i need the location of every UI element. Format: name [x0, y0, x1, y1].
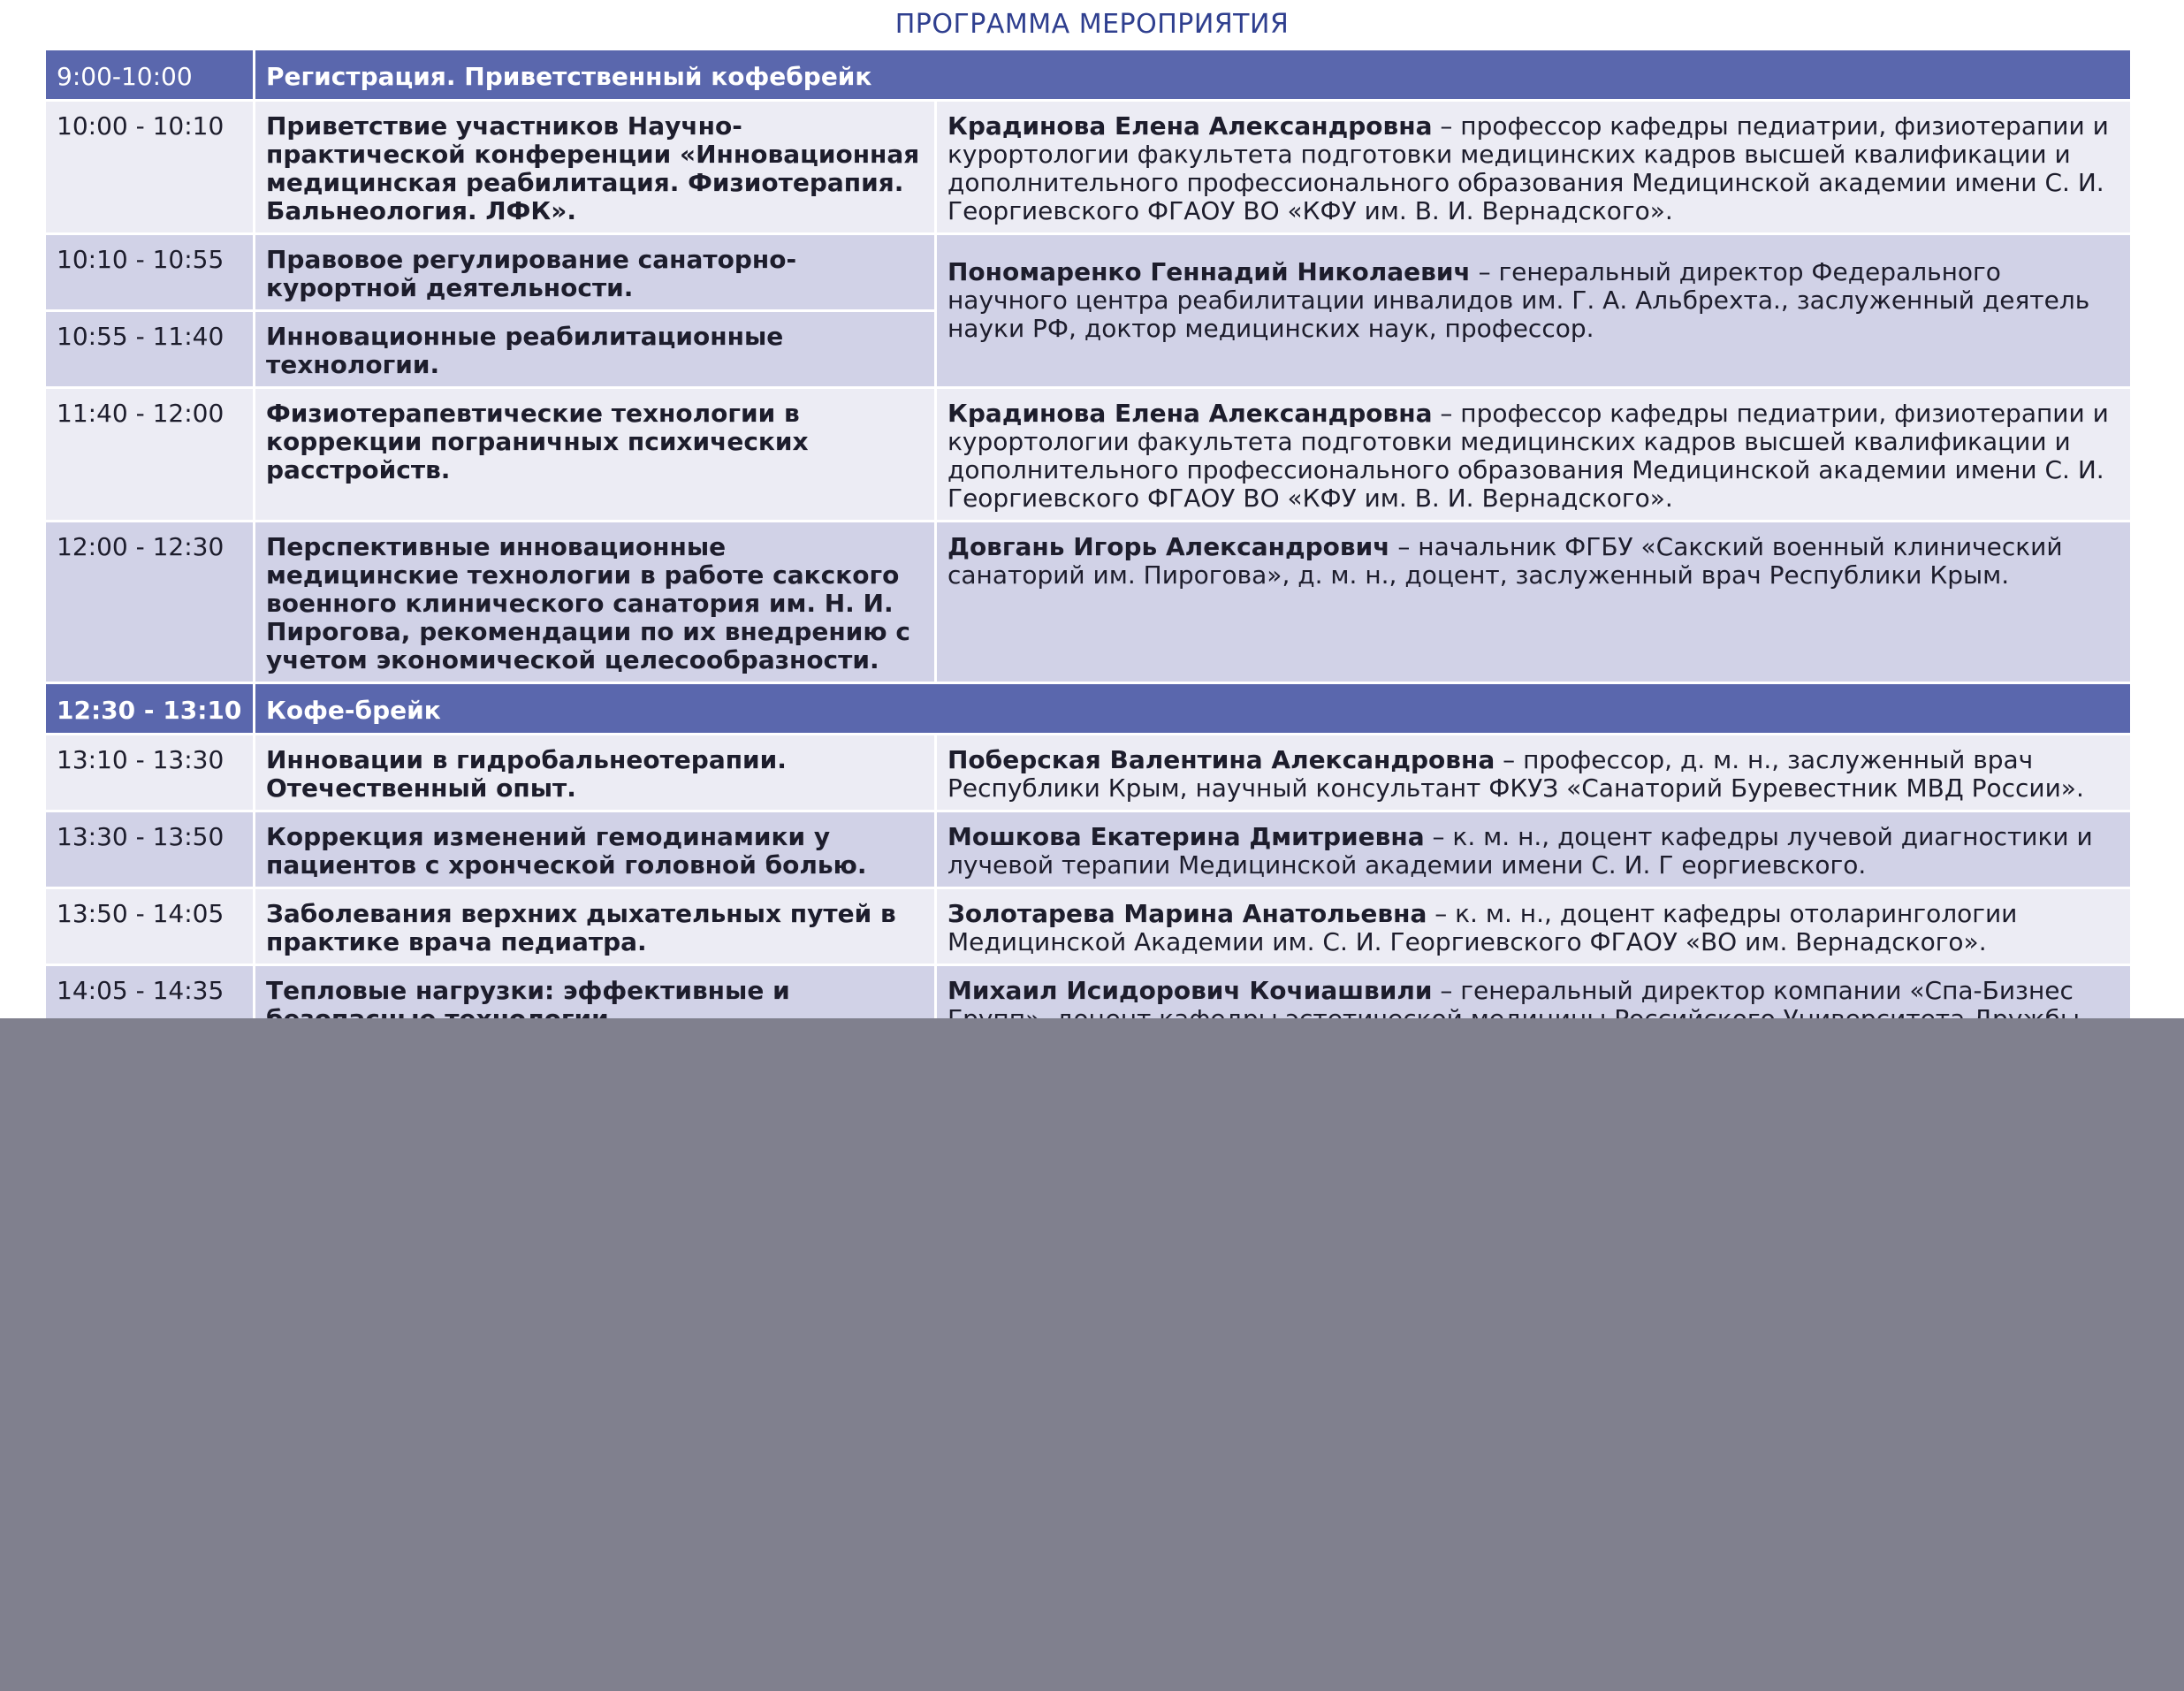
session-title: Кофе-брейк — [255, 684, 2130, 733]
table-row — [46, 812, 2130, 887]
speaker-name: Крадинова Елена Александровна — [947, 111, 1433, 141]
session-title: Инновационные реабилитационные технологии. — [255, 312, 934, 386]
session-title: Правовое регулирование санаторно-курортной деятельности. — [255, 235, 934, 309]
session-title: Приветствие участников Научно-практической конференции «Инновационная медицинская реабилитация. Физиотерапия. Бальнеология. ЛФК». — [255, 102, 934, 232]
speaker-description: – профессор, д. м. н., заслуженный врач Республики Крым, научный консультант ФКУЗ «Санаторий Буревестник МВД России». — [947, 745, 2084, 803]
table-row — [46, 735, 2130, 810]
speaker-cell — [937, 389, 2130, 520]
time-cell: 9:00-10:00 — [46, 50, 253, 99]
table-row — [46, 102, 2130, 232]
table-row — [46, 50, 2130, 99]
time-cell: 11:40 - 12:00 — [46, 389, 253, 520]
time-cell: 12:30 - 13:10 — [46, 684, 253, 733]
table-row — [46, 522, 2130, 682]
time-cell: 13:50 - 14:05 — [46, 889, 253, 964]
speaker-cell — [937, 812, 2130, 887]
speaker-name: Поберская Валентина Александровна — [947, 745, 1495, 774]
speaker-cell — [937, 235, 2130, 386]
speaker-description: – генеральный директор Федерального научного центра реабилитации инвалидов им. Г. А. Альбрехта., заслуженный деятель науки РФ, доктор медицинских наук, профессор. — [947, 257, 2090, 343]
table-row — [46, 235, 2130, 309]
time-cell: 10:55 - 11:40 — [46, 312, 253, 386]
session-title: Заболевания верхних дыхательных путей в практике врача педиатра. — [255, 889, 934, 964]
speaker-description: – к. м. н., доцент кафедры лучевой диагностики и лучевой терапии Медицинской академии имени С. И. Г еоргиевского. — [947, 822, 2093, 880]
session-title: Инновации в гидробальнеотерапии. Отечественный опыт. — [255, 735, 934, 810]
session-title: Перспективные инновационные медицинские технологии в работе сакского военного клинического санатория им. Н. И. Пирогова, рекомендации по их внедрению с учетом экономической целесообразности. — [255, 522, 934, 682]
speaker-cell — [937, 889, 2130, 964]
time-cell: 10:00 - 10:10 — [46, 102, 253, 232]
session-title: Коррекция изменений гемодинамики у пациентов с хронческой головной болью. — [255, 812, 934, 887]
table-row — [46, 684, 2130, 733]
speaker-description: – профессор кафедры педиатрии, физиотерапии и курортологии факультета подготовки медицинских кадров высшей квалификации и дополнительного профессионального образования Медицинской академии имени С. И. Георгиевского ФГАОУ ВО «КФУ им. В. И. Вернадского». — [947, 111, 2109, 225]
gray-overlay — [0, 1018, 2184, 1691]
speaker-description: – начальник ФГБУ «Сакский военный клинический санаторий им. Пирогова», д. м. н., доцент, заслуженный врач Республики Крым. — [947, 532, 2063, 590]
speaker-name: Мошкова Екатерина Дмитриевна — [947, 822, 1425, 851]
session-title: Физиотерапевтические технологии в коррекции пограничных психических расстройств. — [255, 389, 934, 520]
table-row — [46, 889, 2130, 964]
speaker-cell — [937, 735, 2130, 810]
time-cell: 12:00 - 12:30 — [46, 522, 253, 682]
session-title: Регистрация. Приветственный кофебрейк — [255, 50, 2130, 99]
time-cell: 13:10 - 13:30 — [46, 735, 253, 810]
time-cell: 10:10 - 10:55 — [46, 235, 253, 309]
session-title: Тепловые нагрузки: эффективные и — [255, 966, 934, 1097]
speaker-description: – к. м. н., доцент кафедры отоларингологии Медицинской Академии им. С. И. Георгиевского ФГАОУ «ВО им. Вернадского». — [947, 899, 2018, 956]
table-row — [46, 389, 2130, 520]
speaker-name: Михаил Исидорович Кочиашвили — [947, 976, 1433, 1005]
speaker-name: Золотарева Марина Анатольевна — [947, 899, 1427, 928]
speaker-description: – генеральный директор компании «Спа-Бизнес — [1440, 976, 2074, 1005]
speaker-name: Довгань Игорь Александрович — [947, 532, 1390, 561]
time-cell: 13:30 - 13:50 — [46, 812, 253, 887]
speaker-cell — [937, 102, 2130, 232]
speaker-name: Пономаренко Геннадий Николаевич — [947, 257, 1471, 286]
speaker-cell — [937, 522, 2130, 682]
speaker-name: Крадинова Елена Александровна — [947, 399, 1433, 428]
page-title: ПРОГРАММА МЕРОПРИЯТИЯ — [894, 9, 1290, 40]
speaker-description: – профессор кафедры педиатрии, физиотерапии и курортологии факультета подготовки медицинских кадров высшей квалификации и дополнительного профессионального образования Медицинской академии имени С. И. Георгиевского ФГАОУ ВО «КФУ им. В. И. Вернадского». — [947, 399, 2109, 513]
time-cell: 14:05 - 14:35 — [46, 966, 253, 1097]
schedule-table — [43, 48, 2133, 1100]
